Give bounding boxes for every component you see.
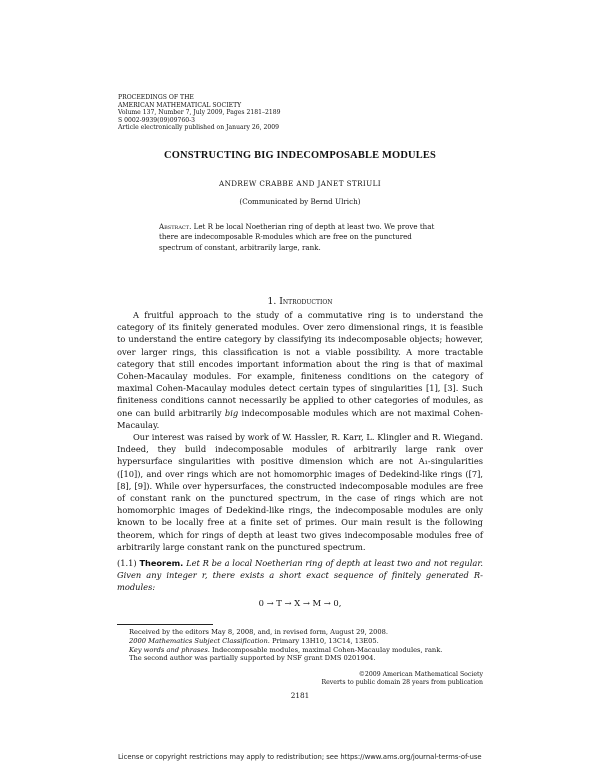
journal-name-line1: PROCEEDINGS OF THE [118, 94, 194, 101]
copyright-line1: ©2009 American Mathematical Society [358, 671, 483, 678]
license-link[interactable]: License or copyright restrictions may apply to redistribution; see https://www.ams.org/journal-terms-of-use [118, 753, 482, 761]
theorem-label: Theorem. [139, 558, 184, 568]
issn: S 0002-9939(09)09760-3 [118, 116, 196, 124]
communicated-by: (Communicated by Bernd Ulrich) [239, 197, 361, 206]
received-note: Received by the editors May 8, 2008, and, in revised form, August 29, 2008. [129, 628, 389, 636]
footnote-rule [117, 624, 213, 625]
msc-label: 2000 Mathematics Subject Classification. [129, 636, 270, 645]
section-title: Introduction [279, 296, 333, 307]
emphasis-big: big [224, 407, 239, 418]
theorem-number: (1.1) [117, 558, 137, 568]
section-number: 1. [267, 296, 277, 307]
abstract-label: Abstract. [159, 222, 192, 231]
copyright-line2: Reverts to public domain 28 years from publication [321, 678, 483, 686]
paragraph-1-end: indecomposable modules which are not maximal Cohen-Macaulay. [117, 407, 483, 430]
keywords: Indecomposable modules, maximal Cohen-Macaulay modules, rank. [212, 645, 443, 654]
abstract [159, 222, 443, 253]
publication-date: Article electronically published on January 26, 2009 [118, 124, 280, 132]
abstract-text: Let R be local Noetherian ring of depth at least two. We prove that there are indecomposable R-modules which are free on the punctured spectrum of constant, arbitrarily large, rank. [159, 222, 435, 252]
paper-title: CONSTRUCTING BIG INDECOMPOSABLE MODULES [164, 150, 436, 161]
msc-note [117, 637, 483, 646]
paragraph-1-text: A fruitful approach to the study of a commutative ring is to understand the category of its finitely generated modules. Over zero dimensional rings, it is feasible to understand the entire category by classifying its indecomposable objects; however, over larger rings, this classification is not a viable possibility. A more tractable category that still encodes important information about the ring is that of maximal Cohen-Macaulay modules. For example, finiteness conditions on the category of maximal Cohen-Macaulay modules detect certain types of singularities [1], [3]. Such finiteness conditions cannot necessarily be applied to other categories of modules, as one can build arbitrarily [117, 310, 483, 418]
keywords-note [117, 646, 483, 655]
section-heading [0, 296, 600, 307]
paragraph-1 [117, 309, 483, 431]
theorem-1-1 [117, 557, 483, 594]
copyright-notice [321, 671, 483, 686]
journal-name-line2: AMERICAN MATHEMATICAL SOCIETY [118, 101, 242, 109]
theorem-statement: Let R be a local Noetherian ring of depth at least two and not regular. Given any integer r, there exists a short exact sequence of finitely generated R-modules: [117, 558, 484, 593]
exact-sequence-equation: 0 → T → X → M → 0, [258, 598, 342, 608]
footnotes [117, 628, 483, 663]
volume-info: Volume 137, Number 7, July 2009, Pages 2181–2189 [118, 109, 281, 117]
page-number: 2181 [290, 691, 310, 700]
msc-codes: Primary 13H10, 13C14, 13E05. [272, 636, 379, 645]
introduction-body [117, 309, 483, 553]
paragraph-2: Our interest was raised by work of W. Hassler, R. Karr, L. Klingler and R. Wiegand. Indeed, they build indecomposable modules of arbitrarily large rank over hypersurface singularities with positive dimension which are not A₁-singularities ([10]), and over rings which are not homomorphic images of Dedekind-like rings ([7], [8], [9]). While over hypersurfaces, the constructed indecomposable modules are free of constant rank on the punctured spectrum, in the case of rings which are not homomorphic images of Dedekind-like rings, the indecomposable modules are only known to be locally free at a finite set of primes. Our main result is the following theorem, which for rings of depth at least two gives indecomposable modules free of arbitrarily large constant rank on the punctured spectrum. [117, 432, 483, 552]
support-note: The second author was partially supported by NSF grant DMS 0201904. [129, 654, 376, 663]
keywords-label: Key words and phrases. [129, 645, 210, 654]
journal-header [118, 94, 281, 132]
authors: ANDREW CRABBE AND JANET STRIULI [218, 179, 382, 188]
